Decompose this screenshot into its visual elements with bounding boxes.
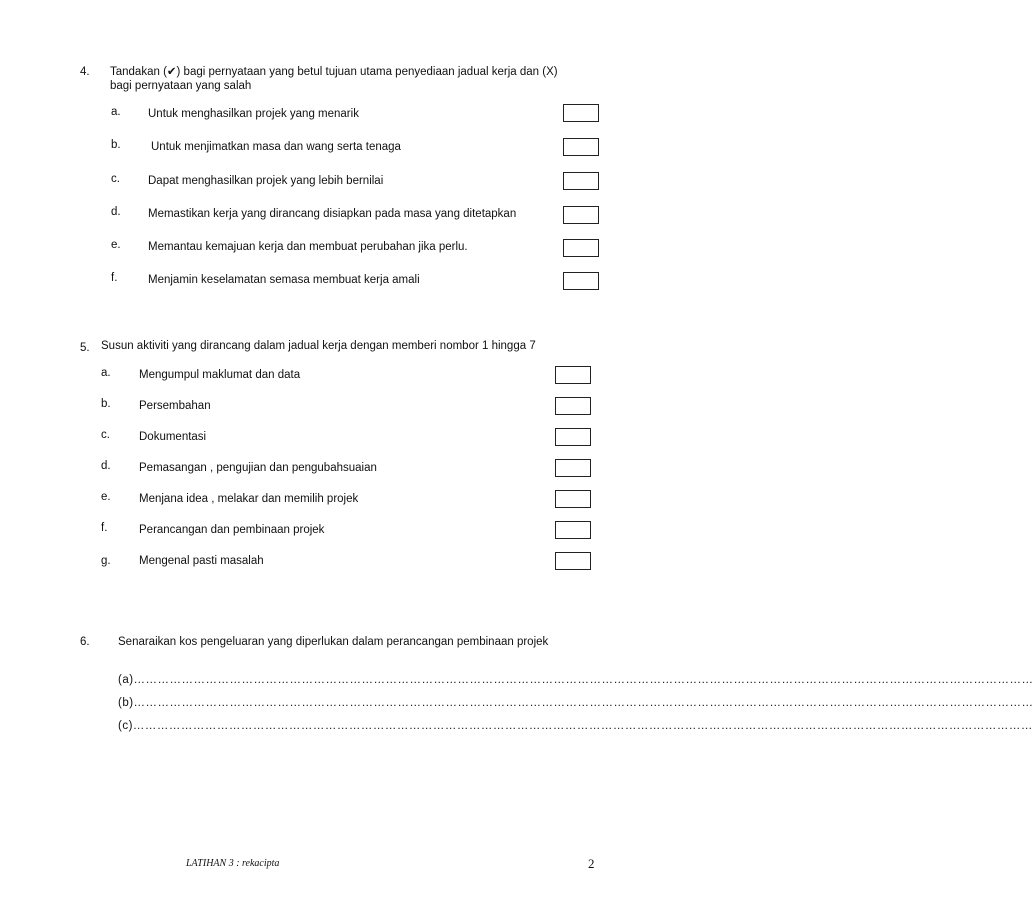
q5-item-a-label: a. <box>101 367 111 379</box>
q4-item-c-text: Dapat menghasilkan projek yang lebih bernilai <box>148 175 384 187</box>
q5-item-d-label: d. <box>101 460 111 472</box>
q4-item-f-answer-box[interactable] <box>563 272 599 290</box>
q4-item-d-label: d. <box>111 206 121 218</box>
q5-item-g-answer-box[interactable] <box>555 552 591 570</box>
q4-item-e-label: e. <box>111 239 121 251</box>
q5-item-c-answer-box[interactable] <box>555 428 591 446</box>
q5-item-g-label: g. <box>101 555 111 567</box>
footer-title: LATIHAN 3 : rekacipta <box>186 858 280 869</box>
q4-item-b-text: Untuk menjimatkan masa dan wang serta tenaga <box>151 141 401 153</box>
q5-item-f-label: f. <box>101 522 108 534</box>
q4-item-b-answer-box[interactable] <box>563 138 599 156</box>
q6-answer-line-b[interactable]: (b)……………………………………………………………………………………………………………………………………………………………………………………………………… <box>118 697 1034 709</box>
q6-number: 6. <box>80 636 90 648</box>
q4-item-c-label: c. <box>111 173 120 185</box>
q5-item-b-label: b. <box>101 398 111 410</box>
q5-item-d-text: Pemasangan , pengujian dan pengubahsuaian <box>139 462 377 474</box>
q4-item-e-answer-box[interactable] <box>563 239 599 257</box>
q5-item-f-answer-box[interactable] <box>555 521 591 539</box>
q4-item-c-answer-box[interactable] <box>563 172 599 190</box>
q5-item-c-text: Dokumentasi <box>139 431 207 443</box>
q4-text-line1: Tandakan (✔) bagi pernyataan yang betul tujuan utama penyediaan jadual kerja dan (X) <box>110 66 558 78</box>
q5-text: Susun aktiviti yang dirancang dalam jadual kerja dengan memberi nombor 1 hingga 7 <box>101 340 536 352</box>
q4-text-line2: bagi pernyataan yang salah <box>110 80 252 92</box>
q4-item-a-answer-box[interactable] <box>563 104 599 122</box>
q4-item-d-answer-box[interactable] <box>563 206 599 224</box>
q5-item-e-answer-box[interactable] <box>555 490 591 508</box>
q5-item-d-answer-box[interactable] <box>555 459 591 477</box>
q4-item-f-label: f. <box>111 272 118 284</box>
q5-item-f-text: Perancangan dan pembinaan projek <box>139 524 325 536</box>
q5-number: 5. <box>80 342 90 354</box>
q5-item-b-answer-box[interactable] <box>555 397 591 415</box>
q5-item-c-label: c. <box>101 429 110 441</box>
q4-item-b-label: b. <box>111 139 121 151</box>
q5-item-g-text: Mengenal pasti masalah <box>139 555 264 567</box>
q4-item-f-text: Menjamin keselamatan semasa membuat kerja amali <box>148 274 420 286</box>
q6-answer-line-a[interactable]: (a)……………………………………………………………………………………………………………………………………………………………………………………………………… <box>118 674 1034 686</box>
q5-item-e-text: Menjana idea , melakar dan memilih projek <box>139 493 359 505</box>
page-number: 2 <box>588 856 595 871</box>
q6-text: Senaraikan kos pengeluaran yang diperlukan dalam perancangan pembinaan projek <box>118 636 549 648</box>
q6-answer-line-c[interactable]: (c)……………………………………………………………………………………………………………………………………………………………………………………………………… <box>118 720 1033 732</box>
q4-item-e-text: Memantau kemajuan kerja dan membuat perubahan jika perlu. <box>148 241 468 253</box>
q4-item-a-label: a. <box>111 106 121 118</box>
q5-item-e-label: e. <box>101 491 111 503</box>
q4-number: 4. <box>80 66 90 78</box>
q5-item-a-text: Mengumpul maklumat dan data <box>139 369 301 381</box>
q5-item-a-answer-box[interactable] <box>555 366 591 384</box>
q4-item-a-text: Untuk menghasilkan projek yang menarik <box>148 108 359 120</box>
q5-item-b-text: Persembahan <box>139 400 211 412</box>
q4-item-d-text: Memastikan kerja yang dirancang disiapkan pada masa yang ditetapkan <box>148 208 517 220</box>
